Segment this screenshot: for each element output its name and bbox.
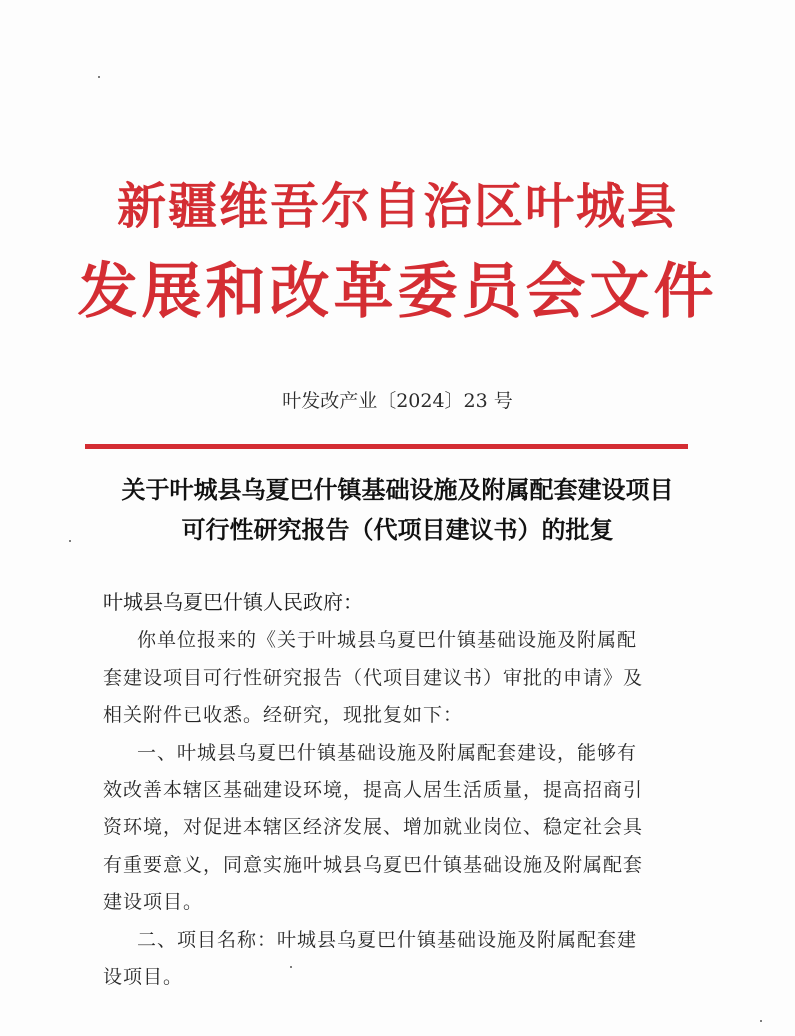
body-text-line: 资环境，对促进本辖区经济发展、增加就业岗位、稳定社会具 — [103, 816, 644, 838]
addressee: 叶城县乌夏巴什镇人民政府： — [103, 590, 363, 614]
document-title-line2: 可行性研究报告（代项目建议书）的批复 — [181, 515, 614, 544]
body-text-line: 有重要意义，同意实施叶城县乌夏巴什镇基础设施及附属配套 — [103, 854, 644, 876]
body-text-line: 建设项目。 — [103, 891, 204, 913]
scan-speck — [69, 540, 71, 542]
body-text-line: 二、项目名称：叶城县乌夏巴什镇基础设施及附属配套建 — [137, 929, 638, 951]
scan-speck — [290, 966, 292, 968]
document-number: 叶发改产业〔2024〕23 号 — [282, 390, 513, 412]
document-title-line1: 关于叶城县乌夏巴什镇基础设施及附属配套建设项目 — [121, 475, 674, 504]
body-text-line: 相关附件已收悉。经研究，现批复如下： — [103, 704, 464, 726]
issuer-name-line2: 发展和改革委员会文件 — [77, 257, 718, 327]
body-text-line: 设项目。 — [103, 966, 184, 988]
body-text-line: 套建设项目可行性研究报告（代项目建议书）审批的申请》及 — [103, 667, 644, 689]
scan-speck — [760, 1020, 762, 1022]
issuer-name-line1: 新疆维吾尔自治区叶城县 — [116, 177, 678, 235]
red-divider-rule — [85, 444, 688, 449]
body-text-line: 一、叶城县乌夏巴什镇基础设施及附属配套建设，能够有 — [137, 742, 638, 764]
body-text-line: 效改善本辖区基础建设环境，提高人居生活质量，提高招商引 — [103, 779, 644, 801]
scan-speck — [98, 76, 100, 78]
body-text-line: 你单位报来的《关于叶城县乌夏巴什镇基础设施及附属配 — [137, 629, 638, 651]
